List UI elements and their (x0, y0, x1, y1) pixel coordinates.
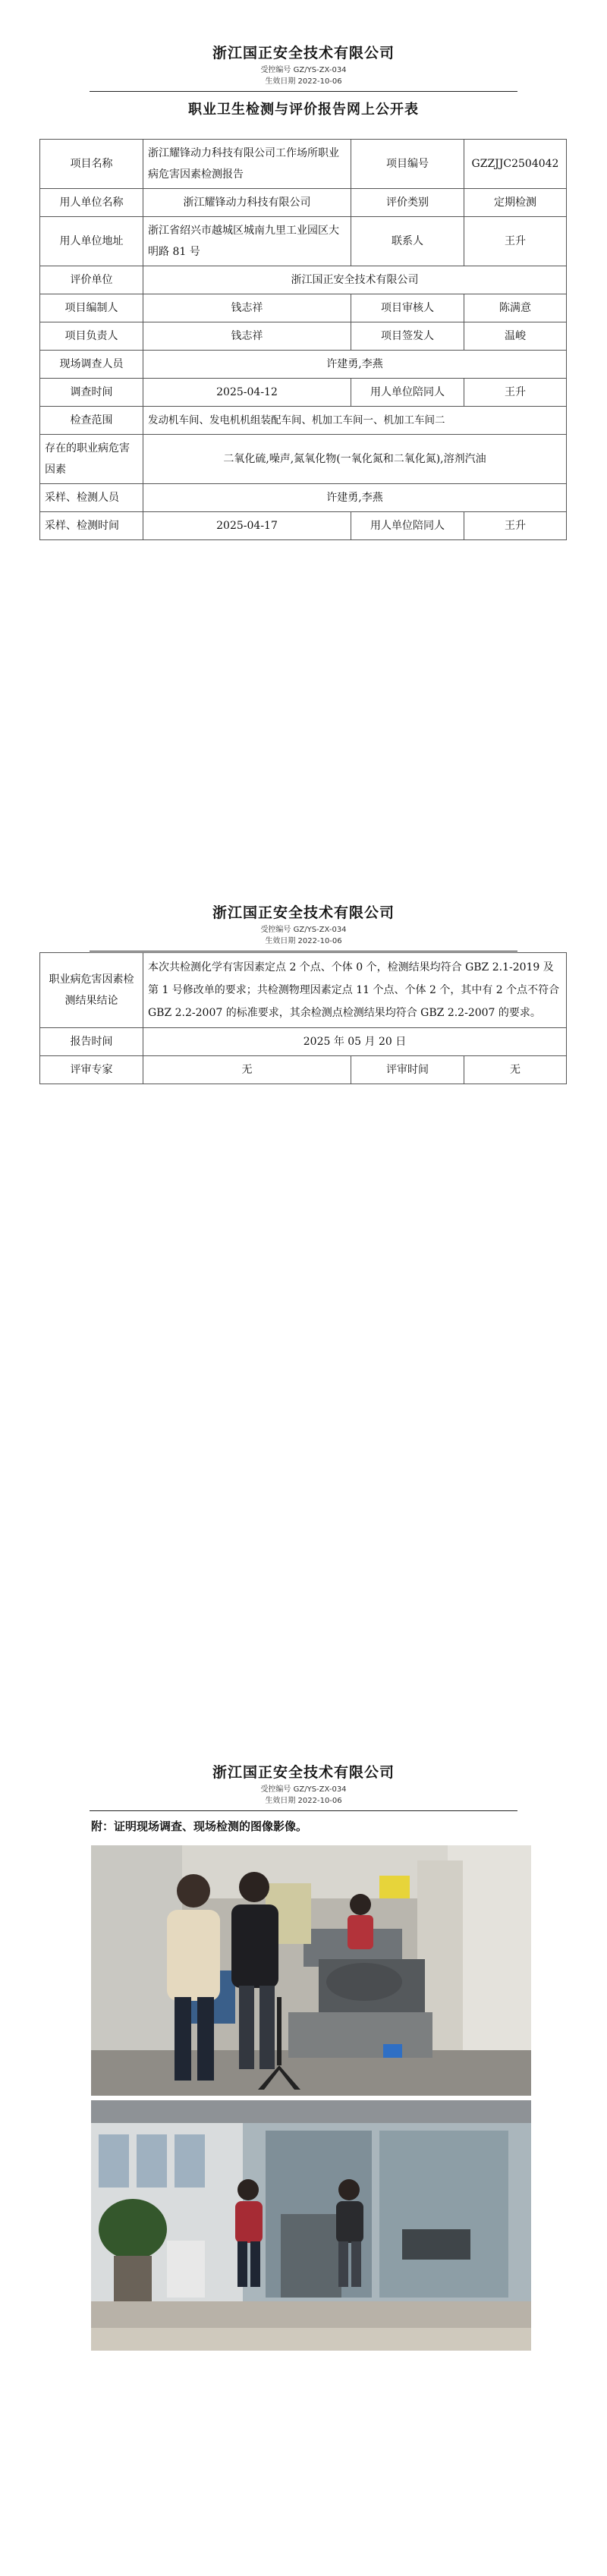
table-row (40, 379, 567, 407)
attachment-caption: 附：证明现场调查、现场检测的图像影像。 (91, 1820, 308, 1833)
effective-date: 生效日期 2022-10-06 (265, 77, 342, 86)
employer-label: 用人单位名称 (40, 189, 143, 217)
escort: 王升 (464, 379, 567, 407)
surveyors: 许建勇,李燕 (143, 351, 567, 379)
evaluator: 浙江国正安全技术有限公司 (143, 266, 567, 294)
company-header: 浙江国正安全技术有限公司 (212, 1764, 395, 1781)
escort-label: 用人单位陪同人 (351, 379, 464, 407)
table-row (40, 351, 567, 379)
site-visit-photo (91, 2100, 531, 2351)
control-number: 受控编号 GZ/YS-ZX-034 (260, 1785, 347, 1794)
survey-time-label: 调查时间 (40, 379, 143, 407)
expert: 无 (143, 1056, 351, 1084)
document-title: 职业卫生检测与评价报告网上公开表 (188, 102, 419, 118)
project-name-label: 项目名称 (40, 140, 143, 189)
samplers: 许建勇,李燕 (143, 484, 567, 512)
company-header: 浙江国正安全技术有限公司 (212, 904, 395, 921)
table-row (40, 1028, 567, 1056)
escort2-label: 用人单位陪同人 (351, 512, 464, 540)
eval-type-label: 评价类别 (351, 189, 464, 217)
hazards-label: 存在的职业病危害因素 (40, 435, 143, 484)
table-row (40, 217, 567, 266)
issuer-label: 项目签发人 (351, 322, 464, 351)
compiler: 钱志祥 (143, 294, 351, 322)
hazards: 二氧化硫,噪声,氮氧化物(一氧化氮和二氧化氮),溶剂汽油 (143, 435, 567, 484)
survey-time: 2025-04-12 (143, 379, 351, 407)
site-survey-photo (91, 1845, 531, 2096)
employer: 浙江耀锋动力科技有限公司 (143, 189, 351, 217)
company-header: 浙江国正安全技术有限公司 (212, 45, 395, 61)
control-number: 受控编号 GZ/YS-ZX-034 (260, 926, 347, 934)
conclusion-text: 本次共检测化学有害因素定点 2 个点、个体 0 个，检测结果均符合 GBZ 2.1-2019 及第 1 号修改单的要求；共检测物理因素定点 11 个点、个体 2 个，其中有 2 个点不符合 GBZ 2.2-2007 的标准要求，其余检测点检测结果均符合 GBZ 2.2-2007 的要求。 (143, 953, 567, 1028)
review-time: 无 (464, 1056, 567, 1084)
reviewer: 陈满意 (464, 294, 567, 322)
samplers-label: 采样、检测人员 (40, 484, 143, 512)
table-row (40, 512, 567, 540)
table-row (40, 189, 567, 217)
header-divider (90, 91, 517, 92)
escort2: 王升 (464, 512, 567, 540)
expert-label: 评审专家 (40, 1056, 143, 1084)
table-row (40, 266, 567, 294)
info-table (39, 139, 567, 540)
conclusion-label: 职业病危害因素检测结果结论 (40, 953, 143, 1028)
surveyors-label: 现场调查人员 (40, 351, 143, 379)
project-no-label: 项目编号 (351, 140, 464, 189)
project-no: GZZJJC2504042 (464, 140, 567, 189)
table-row (40, 294, 567, 322)
address-label: 用人单位地址 (40, 217, 143, 266)
sample-time-label: 采样、检测时间 (40, 512, 143, 540)
contact: 王升 (464, 217, 567, 266)
leader: 钱志祥 (143, 322, 351, 351)
effective-date: 生效日期 2022-10-06 (265, 937, 342, 945)
table-row (40, 407, 567, 435)
table-row (40, 140, 567, 189)
table-row (40, 953, 567, 1028)
table-row (40, 484, 567, 512)
scope-label: 检查范围 (40, 407, 143, 435)
issuer: 温峻 (464, 322, 567, 351)
project-name: 浙江耀锋动力科技有限公司工作场所职业病危害因素检测报告 (143, 140, 351, 189)
leader-label: 项目负责人 (40, 322, 143, 351)
scope: 发动机车间、发电机机组装配车间、机加工车间一、机加工车间二 (143, 407, 567, 435)
table-row (40, 435, 567, 484)
evaluator-label: 评价单位 (40, 266, 143, 294)
report-time-label: 报告时间 (40, 1028, 143, 1056)
eval-type: 定期检测 (464, 189, 567, 217)
effective-date: 生效日期 2022-10-06 (265, 1797, 342, 1805)
table-row (40, 322, 567, 351)
conclusion-table (39, 952, 567, 1084)
report-time: 2025 年 05 月 20 日 (143, 1028, 567, 1056)
reviewer-label: 项目审核人 (351, 294, 464, 322)
contact-label: 联系人 (351, 217, 464, 266)
table-row (40, 1056, 567, 1084)
review-time-label: 评审时间 (351, 1056, 464, 1084)
sample-time: 2025-04-17 (143, 512, 351, 540)
header-divider (90, 1810, 517, 1811)
compiler-label: 项目编制人 (40, 294, 143, 322)
address: 浙江省绍兴市越城区城南九里工业园区大明路 81 号 (143, 217, 351, 266)
control-number: 受控编号 GZ/YS-ZX-034 (260, 66, 347, 74)
